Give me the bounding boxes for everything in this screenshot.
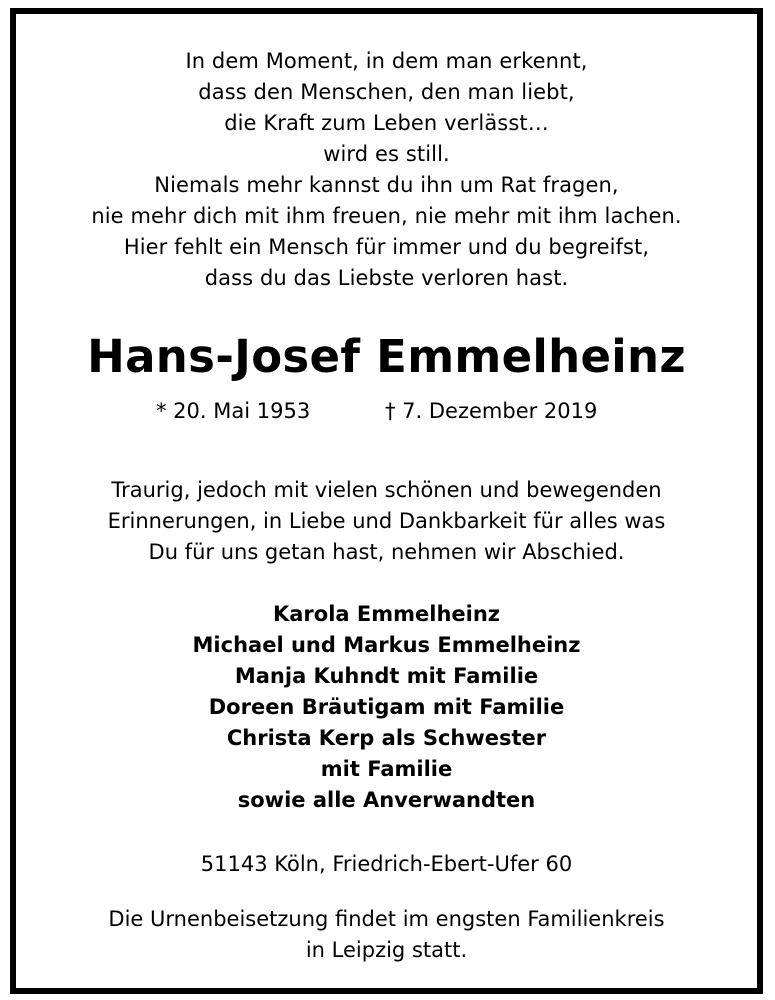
farewell-line: Du für uns getan hast, nehmen wir Abschied. (148, 540, 625, 564)
burial-note-line: Die Urnenbeisetzung findet im engsten Familienkreis (108, 907, 665, 931)
obituary-border (10, 8, 763, 994)
mourner-line: Karola Emmelheinz (272, 602, 501, 626)
mourner-line: Doreen Bräutigam mit Familie (208, 695, 565, 719)
mourner-line: Michael und Markus Emmelheinz (192, 633, 581, 657)
obituary-content (16, 14, 757, 988)
mourner-line: sowie alle Anverwandten (237, 788, 536, 812)
burial-note-line: in Leipzig statt. (305, 938, 468, 962)
deceased-name: Hans-Josef Emmelheinz (87, 330, 686, 383)
mourner-line: Manja Kuhndt mit Familie (234, 664, 539, 688)
death-date: † 7. Dezember 2019 (385, 399, 598, 423)
poem-line: dass du das Liebste verloren hast. (204, 266, 569, 290)
farewell-line: Traurig, jedoch mit vielen schönen und bewegenden (111, 478, 662, 502)
poem-line: Hier fehlt ein Mensch für immer und du begreifst, (123, 235, 650, 259)
birth-date: * 20. Mai 1953 (156, 399, 311, 423)
poem-line: Niemals mehr kannst du ihn um Rat fragen, (154, 173, 619, 197)
poem-line: In dem Moment, in dem man erkennt, (185, 49, 588, 73)
poem-line: die Kraft zum Leben verlässt… (224, 111, 549, 135)
mourner-line: Christa Kerp als Schwester (226, 726, 547, 750)
mourner-line: mit Familie (320, 757, 453, 781)
poem-line: nie mehr dich mit ihm freuen, nie mehr mit ihm lachen. (91, 204, 682, 228)
address: 51143 Köln, Friedrich-Ebert-Ufer 60 (200, 852, 573, 876)
poem-line: wird es still. (323, 142, 450, 166)
poem-line: dass den Menschen, den man liebt, (198, 80, 575, 104)
farewell-line: Erinnerungen, in Liebe und Dankbarkeit für alles was (107, 509, 666, 533)
